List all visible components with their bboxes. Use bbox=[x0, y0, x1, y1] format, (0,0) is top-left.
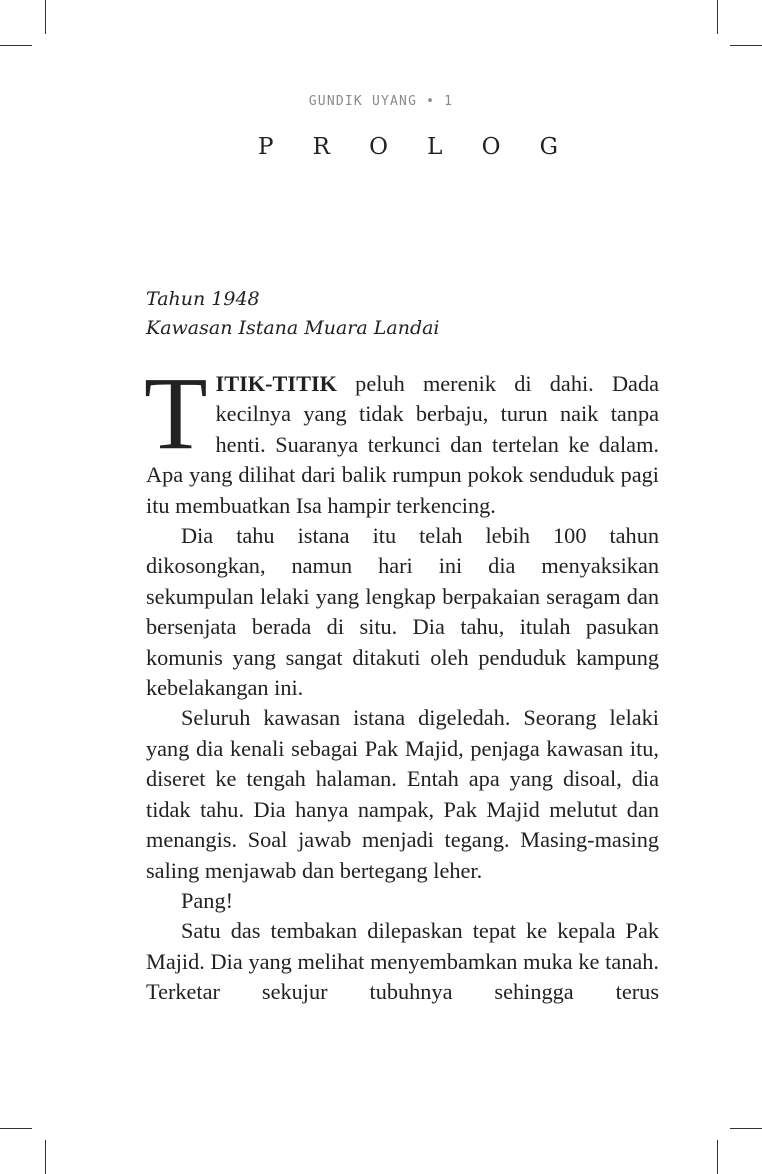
paragraph-1-text: peluh merenik di dahi. Dada kecilnya yang tidak berbaju, turun naik tanpa henti. Suaranya terkunci dan tertelan ke dalam. Apa yang dilihat dari balik rumpun pokok senduduk pagi itu membuatkan Isa hampir terkencing. bbox=[146, 371, 659, 518]
chapter-title-letter: O bbox=[481, 134, 501, 160]
drop-cap: T bbox=[144, 356, 208, 471]
crop-mark-bottom-left bbox=[45, 1140, 46, 1174]
crop-mark-top-right-h bbox=[730, 45, 762, 46]
dateline-year: Tahun 1948 bbox=[146, 288, 260, 310]
crop-mark-bottom-left-h bbox=[0, 1128, 32, 1129]
dateline bbox=[146, 285, 440, 343]
paragraph-1 bbox=[144, 356, 659, 521]
chapter-title-letter: O bbox=[369, 134, 388, 160]
lead-words: ITIK-TITIK bbox=[215, 371, 337, 396]
paragraph-5: Satu das tembakan dilepaskan tepat ke kepala Pak Majid. Dia yang melihat menyembamkan muka ke tanah. Terketar sekujur tubuhnya sehingga terus bbox=[146, 918, 659, 1005]
dateline-place: Kawasan Istana Muara Landai bbox=[146, 317, 440, 339]
chapter-title-letter: R bbox=[312, 134, 330, 160]
paragraph-3: Seluruh kawasan istana digeledah. Seorang lelaki yang dia kenali sebagai Pak Majid, penjaga kawasan itu, diseret ke tengah halaman. Entah apa yang disoal, dia tidak tahu. Dia hanya nampak, Pak Majid melutut dan menangis. Soal jawab menjadi tegang. Masing-masing saling menjawab dan bertegang leher. bbox=[146, 705, 659, 883]
chapter-title bbox=[258, 134, 558, 160]
chapter-title-letter: P bbox=[258, 134, 274, 160]
crop-mark-bottom-right bbox=[717, 1140, 718, 1174]
paragraph-4: Pang! bbox=[181, 887, 234, 913]
crop-mark-bottom-right-h bbox=[730, 1128, 762, 1129]
chapter-title-letter: G bbox=[539, 134, 558, 160]
body-text bbox=[144, 356, 659, 1008]
running-head: GUNDIK UYANG • 1 bbox=[308, 94, 454, 109]
crop-mark-top-left-h bbox=[0, 45, 32, 46]
crop-mark-top-left bbox=[45, 0, 46, 34]
chapter-title-letter: L bbox=[427, 134, 443, 160]
crop-mark-top-right bbox=[717, 0, 718, 34]
paragraph-2: Dia tahu istana itu telah lebih 100 tahun dikosongkan, namun hari ini dia menyaksikan sekumpulan lelaki yang lengkap berpakaian seragam dan bersenjata berada di situ. Dia tahu, itulah pasukan komunis yang sangat ditakuti oleh penduduk kampung kebelakangan ini. bbox=[146, 523, 659, 701]
